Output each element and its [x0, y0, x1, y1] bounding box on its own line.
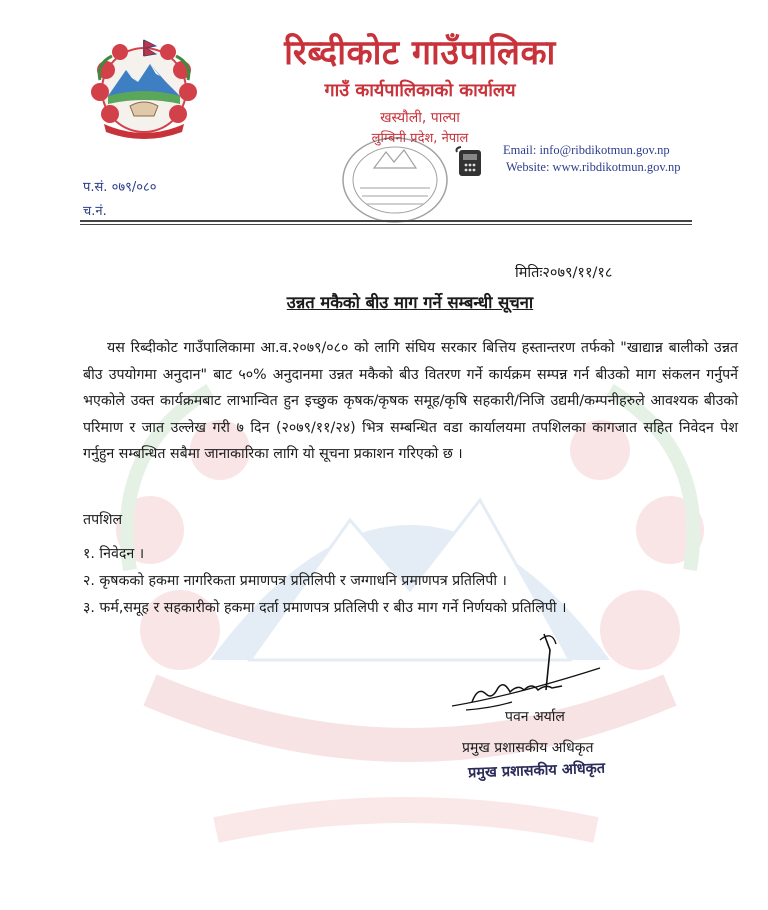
- document-list-item: ३. फर्म,समूह र सहकारीको हकमा दर्ता प्रमाणपत्र प्रतिलिपी र बीउ माग गर्ने निर्णयको प्रतिलिपी ।: [83, 600, 567, 616]
- motto-watermark: [206, 770, 606, 850]
- header-divider: [80, 220, 692, 222]
- dispatch-number: च.नं.: [83, 204, 107, 219]
- nepal-emblem-icon: [86, 34, 202, 144]
- address-line-2: लुम्बिनी प्रदेश, नेपाल: [371, 131, 469, 146]
- header-divider-thin: [80, 224, 692, 225]
- organization-name: रिब्दीकोट गाउँपालिका: [284, 33, 556, 73]
- website-address: Website: www.ribdikotmun.gov.np: [506, 160, 681, 174]
- designation-stamp: प्रमुख प्रशासकीय अधिकृत: [467, 760, 606, 782]
- signatory-title: प्रमुख प्रशासकीय अधिकृत: [462, 740, 594, 756]
- document-list-item: २. कृषकको हकमा नागरिकता प्रमाणपत्र प्रतिलिपी र जग्गाधनि प्रमाणपत्र प्रतिलिपी ।: [83, 573, 507, 589]
- notice-date: मितिः२०७९/११/१८: [515, 265, 613, 281]
- address-line-1: खस्यौली, पाल्पा: [380, 110, 460, 126]
- signatory-name: पवन अर्याल: [505, 709, 565, 725]
- document-list-item: १. निवेदन ।: [83, 546, 145, 562]
- notice-body-paragraph: यस रिब्दीकोट गाउँपालिकामा आ.व.२०७९/०८० को लागि संघिय सरकार बित्तिय हस्तान्तरण तर्फको "खाद्यान्न बालीको उन्नत बीउ उपयोगमा अनुदान" बाट ५०% अनुदानमा उन्नत मकैको बीउ वितरण गर्ने कार्यक्रम सम्पन्न गर्न बीउको माग संकलन गर्नुपर्ने भएकोले उक्त कार्यक्रमबाट लाभान्वित हुन इच्छुक कृषक/कृषक समूह/कृषि सहकारी/निजि उद्यमी/कम्पनीहरुले आवश्यक बीउको परिमाण र जात उल्लेख गरी ७ दिन (२०७९/११/२४) भित्र सम्बन्धित वडा कार्यालयमा तपशिलका कागजात सहित निवेदन पेश गर्नुहुन सम्बन्धित सबैमा जानाकारिका लागि यो सूचना प्रकाशन गरिएको छ ।: [83, 340, 738, 462]
- notice-subject: उन्नत मकैको बीउ माग गर्ने सम्बन्धी सूचना: [286, 293, 534, 312]
- office-name: गाउँ कार्यपालिकाको कार्यालय: [324, 80, 516, 101]
- reference-number: प.सं. ०७९/०८०: [83, 180, 157, 195]
- annex-label: तपशिल: [83, 512, 123, 528]
- email-address: Email: info@ribdikotmun.gov.np: [503, 143, 670, 157]
- document-list: [83, 541, 743, 622]
- office-stamp-icon: [330, 130, 460, 230]
- telephone-icon: [455, 146, 485, 178]
